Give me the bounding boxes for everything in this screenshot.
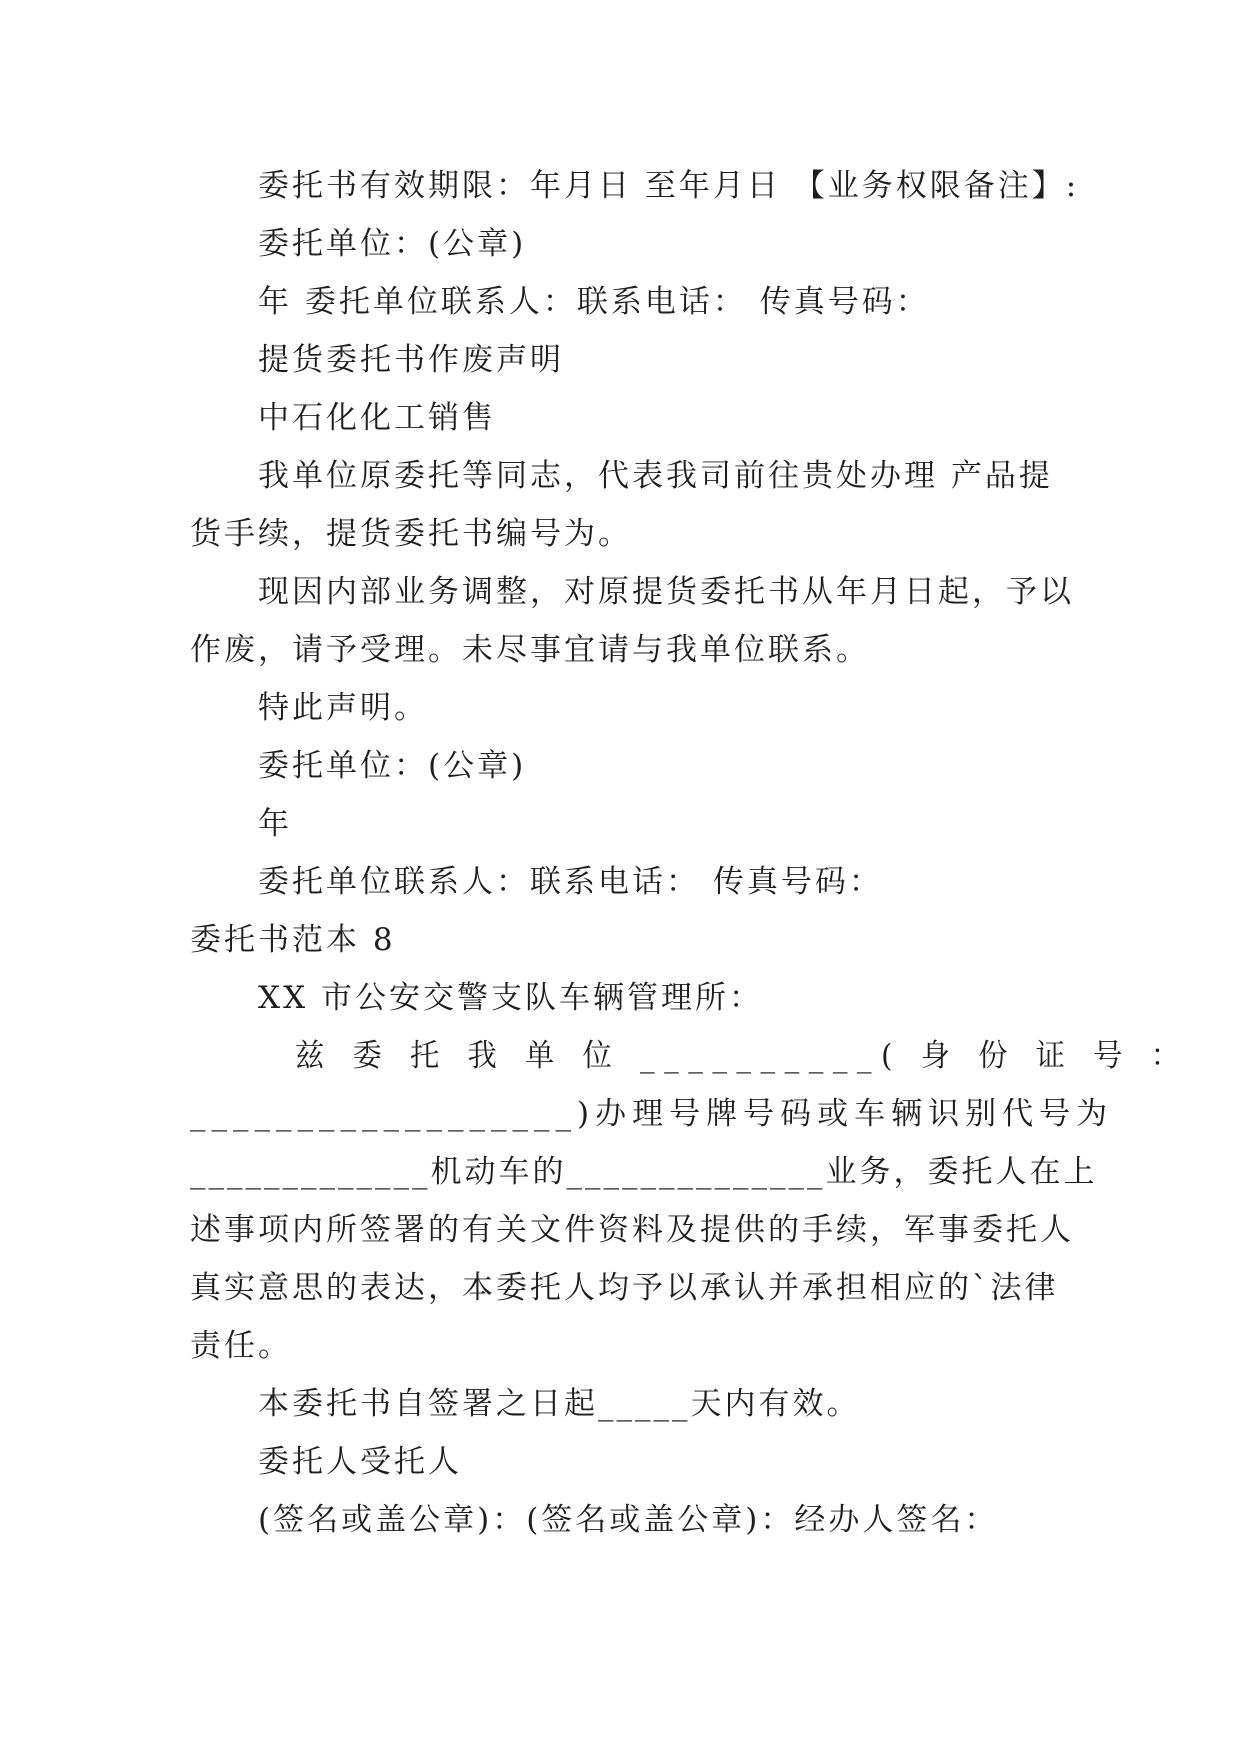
- paragraph-line: 责任。: [190, 1328, 292, 1364]
- contact-line: 年 委托单位联系人：联系电话： 传真号码：: [258, 284, 930, 320]
- year-line: 年: [258, 806, 292, 842]
- paragraph-line: 述事项内所签署的有关文件资料及提供的手续，军事委托人: [190, 1212, 1074, 1248]
- paragraph-line: 兹 委 托 我 单 位 __________( 身 份 证 号 ：: [295, 1038, 1190, 1074]
- signature-line: (签名或盖公章)：(签名或盖公章)：经办人签名：: [258, 1502, 999, 1538]
- principal-agent-line: 委托人受托人: [258, 1444, 462, 1480]
- paragraph-line: 作废，请予受理。未尽事宜请与我单位联系。: [190, 632, 870, 668]
- section-title-void-statement: 提货委托书作废声明: [258, 342, 564, 378]
- validity-period-line: 委托书有效期限：年月日 至年月日 【业务权限备注】:: [258, 168, 1080, 204]
- paragraph-line: 现因内部业务调整，对原提货委托书从年月日起，予以: [258, 574, 1074, 610]
- section-title-template-8: 委托书范本 8: [190, 922, 396, 958]
- paragraph-line: __________________)办理号牌号码或车辆识别代号为: [190, 1096, 1114, 1132]
- paragraph-line: 真实意思的表达，本委托人均予以承认并承担相应的`法律: [190, 1270, 1059, 1306]
- contact-line: 委托单位联系人：联系电话： 传真号码：: [258, 864, 883, 900]
- paragraph-line: _____________机动车的______________业务，委托人在上: [190, 1154, 1098, 1190]
- addressee-line: 中石化化工销售: [258, 400, 496, 436]
- declaration-line: 特此声明。: [258, 690, 428, 726]
- paragraph-line: 货手续，提货委托书编号为。: [190, 516, 632, 552]
- principal-unit-seal-line: 委托单位：(公章): [258, 226, 527, 262]
- addressee-line: XX 市公安交警支队车辆管理所：: [258, 980, 763, 1016]
- validity-days-line: 本委托书自签署之日起_____天内有效。: [258, 1386, 861, 1422]
- paragraph-line: 我单位原委托等同志，代表我司前往贵处办理 产品提: [258, 458, 1053, 494]
- principal-unit-seal-line: 委托单位：(公章): [258, 748, 527, 784]
